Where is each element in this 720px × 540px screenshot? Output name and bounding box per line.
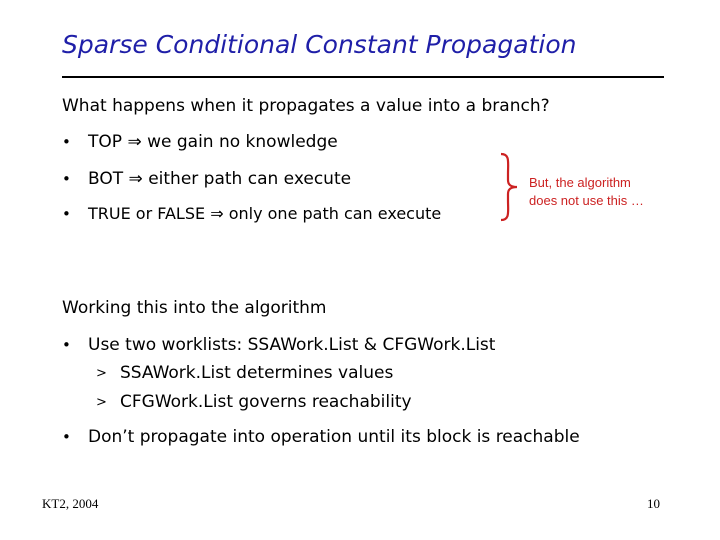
side-note: [529, 174, 644, 210]
implies-icon: ⇒: [210, 204, 224, 223]
case-top: [88, 132, 338, 152]
bullet-marker: •: [62, 170, 71, 188]
page-number: 10: [647, 496, 660, 511]
footer-course-label: KT2, 2004: [42, 496, 99, 511]
case-lead: TOP: [88, 132, 123, 152]
implies-icon: ⇒: [128, 169, 143, 189]
right-brace-icon: [498, 152, 520, 222]
case-bot: [88, 169, 351, 189]
sub-bullet-ssa: SSAWork.List determines values: [120, 363, 394, 383]
sub-bullet-marker: >: [96, 366, 107, 381]
case-lead: BOT: [88, 169, 124, 189]
case-lead: TRUE or FALSE: [88, 204, 206, 223]
sub-bullet-marker: >: [96, 395, 107, 410]
note-line: But, the algorithm: [529, 175, 631, 190]
case-true-false: [88, 204, 441, 223]
bullet-marker: •: [62, 205, 71, 223]
implies-icon: ⇒: [127, 132, 142, 152]
case-rest: only one path can execute: [228, 204, 442, 223]
slide-title: Sparse Conditional Constant Propagation: [62, 30, 577, 59]
title-underline: [62, 76, 664, 78]
bullet-marker: •: [62, 336, 71, 354]
bullet-marker: •: [62, 133, 71, 151]
case-rest: we gain no knowledge: [147, 132, 338, 152]
bullet-marker: •: [62, 428, 71, 446]
note-line: does not use this …: [529, 193, 644, 208]
case-rest: either path can execute: [148, 169, 352, 189]
question-line: What happens when it propagates a value into a branch?: [62, 96, 550, 116]
sub-bullet-cfg: CFGWork.List governs reachability: [120, 392, 412, 412]
bullet-worklists: Use two worklists: SSAWork.List & CFGWork.List: [88, 335, 496, 355]
bullet-reachable: Don’t propagate into operation until its block is reachable: [88, 427, 580, 447]
subheading: Working this into the algorithm: [62, 298, 327, 318]
